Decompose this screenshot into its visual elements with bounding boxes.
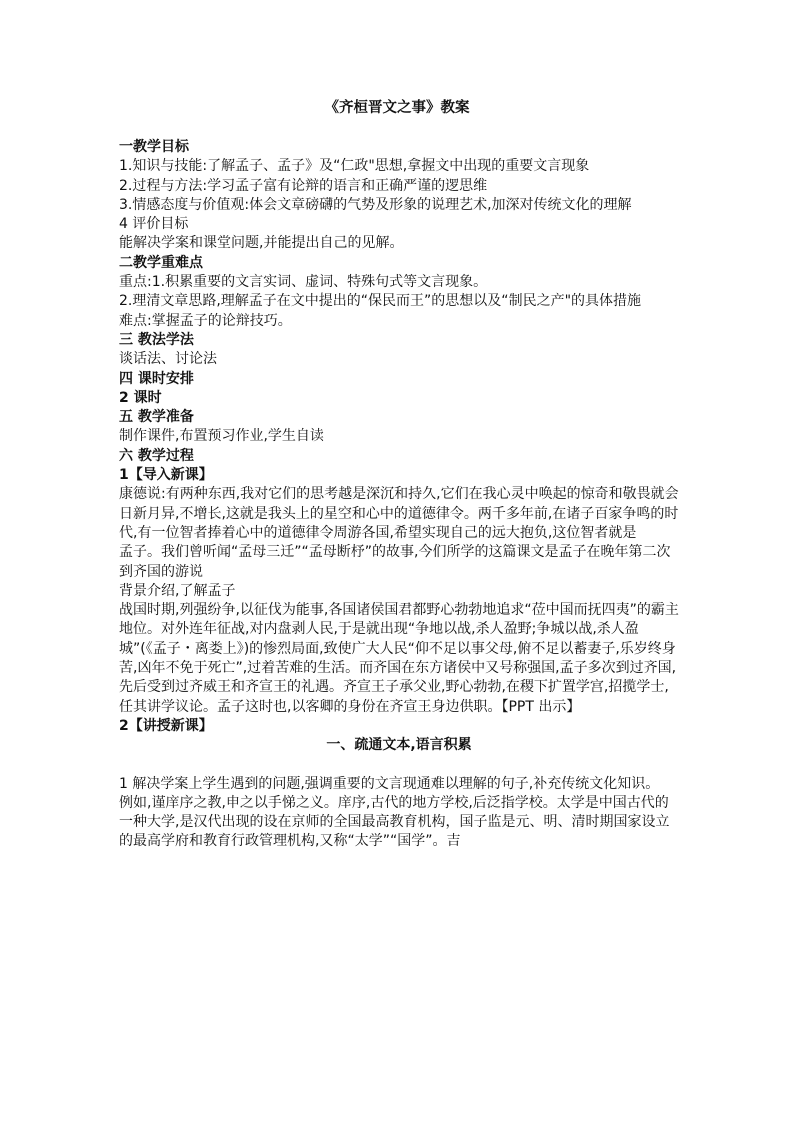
paragraph: 孟子。我们曾听闻“孟母三迁”“孟母断杼”的故事,今们所学的这篇课文是孟子在晚年第二次到齐国的游说 [119,544,671,580]
paragraph: 1.知识与技能:了解孟子、孟子》及“仁政"思想,拿握文中出现的重要文言现象 [119,158,590,175]
paragraph: 制作课件,布置预习作业,学生自读 [119,428,324,445]
paragraph: 3.情感态度与价值观:体会文章磅礴的气势及形象的说理艺术,加深对传统文化的理解 [119,196,632,213]
paragraph: 2 课时 [119,389,162,406]
heading-teaching-process: 六 教学过程 [119,447,194,464]
paragraph: 能解决学案和课堂问题,并能提出自己的见解。 [119,235,404,252]
heading-preparation: 五 教学准备 [119,409,194,426]
heading-teaching-goals: 一教学目标 [119,139,189,155]
paragraph: 4 评价目标 [119,216,189,233]
paragraph: 例如,谨庠序之教,申之以手悌之义。庠序,古代的地方学校,后泛指学校。太学是中国古代的一种大学,是汉代出现的设在京师的全国最高教育机构，国子监是元、明、清时期国家设立的最高学府和教育行政管理机构,又称“太学”“国学”。吉 [119,794,670,850]
heading-key-points: 二教学重难点 [119,254,203,271]
paragraph: 康德说:有两种东西,我对它们的思考越是深沉和持久,它们在我心灵中唤起的惊奇和敬畏就会日新月异,不增长,这就是我头上的星空和心中的道德律令。两千多年前,在诸子百家争鸣的时代,有一位智者捧着心中的道德律令周游各国,希望实现自己的远大抱负,这位智者就是 [119,486,679,541]
paragraph: 谈话法、讨论法 [119,351,217,368]
heading-teaching-methods: 三 教法学法 [119,331,194,348]
paragraph: 2.过程与方法:学习孟子富有论辩的语言和正确严谨的逻思维 [119,177,488,194]
document-title: 《齐桓晋文之事》教案 [324,100,470,116]
document-body [119,138,679,852]
section-heading-centered: 一、疏通文本,语言积累 [326,737,472,754]
paragraph: 难点:掌握孟子的论辩技巧。 [119,312,292,329]
heading-schedule: 四 课时安排 [119,370,194,387]
paragraph: 背景介绍,了解孟子 [119,582,236,599]
subheading-lecture: 2【讲授新课】 [119,717,213,734]
paragraph: 2.理清文章思路,理解孟子在文中提出的“保民而王”的思想以及“制民之产"的具体措施 [119,293,642,310]
paragraph: 战国时期,列强纷争,以征伐为能事,各国诸侯国君都野心勃勃地追求“莅中国而抚四夷”的霸主地位。对外连年征战,对内盘剥人民,于是就出现“争地以战,杀人盈野;争城以战,杀人盈城”(《孟子・离娄上》)的惨烈局面,致使广大人民“仰不足以事父母,俯不足以蓄妻子,乐岁终身苦,凶年不免于死亡”,过着苦难的生活。而齐国在东方诸侯中又号称强国,孟子多次到过齐国,先后受到过齐威王和齐宣王的礼遇。齐宣王子承父业,野心勃勃,在稷下扩置学宫,招揽学士,任其讲学议论。孟子这时也,以客卿的身份在齐宣王身边供职。【PPT 出示】 [119,602,679,715]
subheading-intro: 1【导入新课】 [119,467,213,484]
paragraph: 重点:1.积累重要的文言实词、虚词、特殊句式等文言现象。 [119,274,488,291]
paragraph: 1 解决学案上学生遇到的问题,强调重要的文言现通难以理解的句子,补充传统文化知识。 [119,775,660,792]
